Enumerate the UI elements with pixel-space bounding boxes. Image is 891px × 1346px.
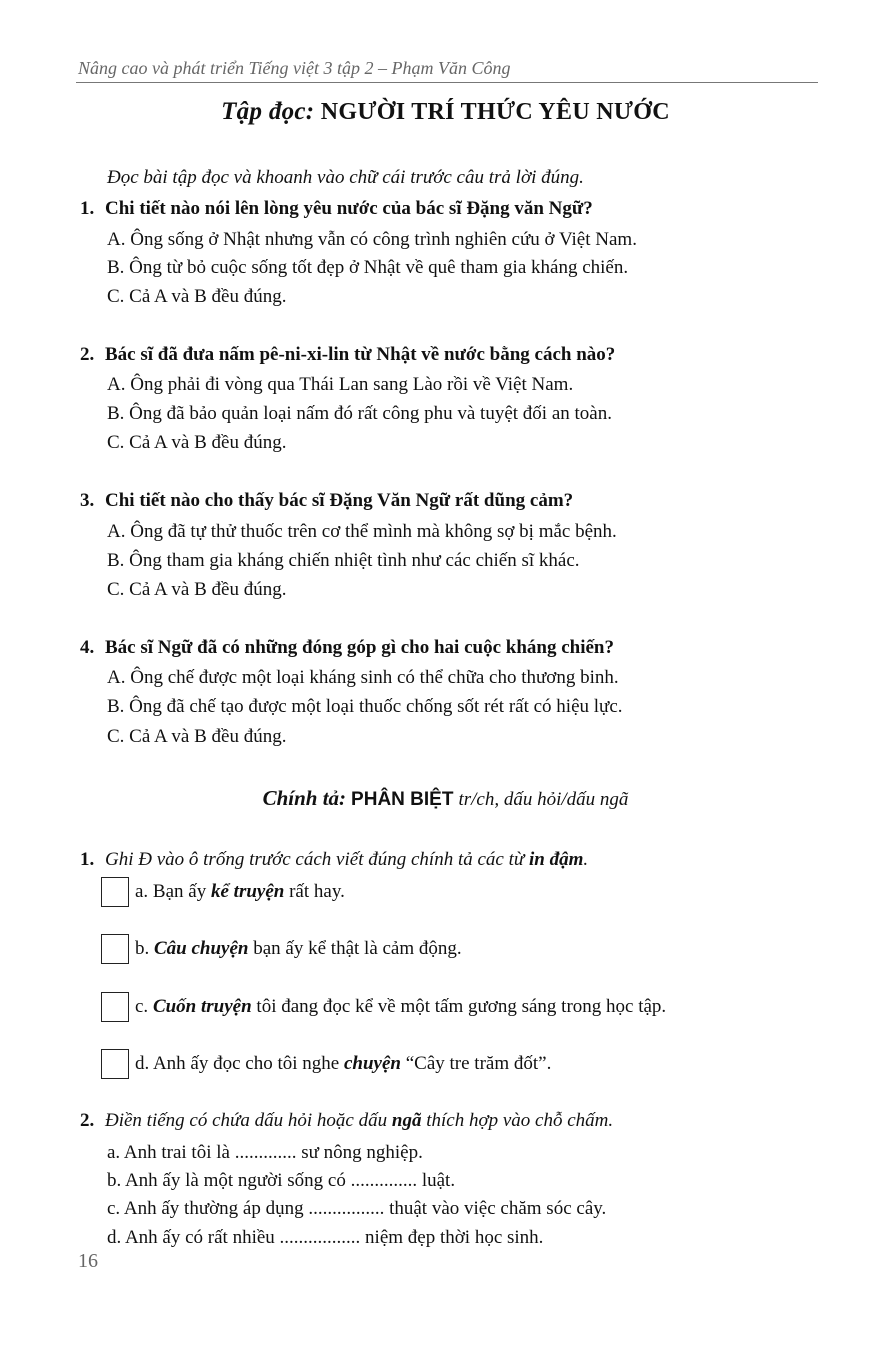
- question-text: Bác sĩ đã đưa nấm pê-ni-xi-lin từ Nhật về nước bằng cách nào?: [105, 344, 616, 365]
- exercise-1-instruction: [80, 849, 588, 871]
- exercise-2-item-b: b. Anh ấy là một người sống có .............. luật.: [107, 1170, 456, 1191]
- item-post: “Cây tre trăm đốt”.: [400, 1053, 552, 1074]
- answer-checkbox-d[interactable]: [101, 1049, 129, 1079]
- exercise-1-item-b: [135, 938, 462, 960]
- running-header: Nâng cao và phát triển Tiếng việt 3 tập 2 – Phạm Văn Công: [78, 58, 511, 78]
- section1-label: Tập đọc:: [221, 98, 315, 125]
- exercise-text: Ghi Đ vào ô trống trước cách viết đúng chính tả các từ: [105, 849, 525, 870]
- item-post: bạn ấy kể thật là cảm động.: [248, 938, 462, 959]
- item-post: tôi đang đọc kể về một tấm gương sáng trong học tập.: [251, 996, 667, 1017]
- item-pre: a. Bạn ấy: [135, 881, 211, 902]
- question-4-option-a: A. Ông chế được một loại kháng sinh có thể chữa cho thương binh.: [107, 667, 619, 688]
- question-3-option-a: A. Ông đã tự thử thuốc trên cơ thể mình mà không sợ bị mắc bệnh.: [107, 521, 617, 542]
- page-number: 16: [78, 1250, 98, 1272]
- exercise-2-item-d: d. Anh ấy có rất nhiều ................. niệm đẹp thời học sinh.: [107, 1227, 544, 1248]
- question-text: Chi tiết nào cho thấy bác sĩ Đặng Văn Ngữ rất dũng cảm?: [105, 490, 574, 511]
- question-number: 3.: [80, 490, 95, 511]
- section2-heading-tail: tr/ch, dấu hỏi/dấu ngã: [458, 789, 629, 810]
- exercise-1-item-a: [135, 881, 345, 903]
- question-1-option-b: B. Ông từ bỏ cuộc sống tốt đẹp ở Nhật về quê tham gia kháng chiến.: [107, 257, 629, 278]
- exercise-2-item-a: a. Anh trai tôi là ............. sư nông nghiệp.: [107, 1142, 423, 1163]
- question-3: [80, 490, 573, 512]
- section1-title: [0, 98, 891, 126]
- question-1: [80, 198, 593, 220]
- item-pre: d. Anh ấy đọc cho tôi nghe: [135, 1053, 344, 1074]
- question-4-option-b: B. Ông đã chế tạo được một loại thuốc chống sốt rét rất có hiệu lực.: [107, 696, 623, 717]
- exercise-text-end: .: [583, 849, 589, 870]
- answer-checkbox-c[interactable]: [101, 992, 129, 1022]
- section1-instruction: Đọc bài tập đọc và khoanh vào chữ cái trước câu trả lời đúng.: [107, 167, 584, 188]
- question-4-option-c: C. Cả A và B đều đúng.: [107, 726, 287, 747]
- item-pre: c.: [135, 996, 153, 1017]
- question-1-option-c: C. Cả A và B đều đúng.: [107, 286, 287, 307]
- question-text: Chi tiết nào nói lên lòng yêu nước của bác sĩ Đặng văn Ngữ?: [105, 198, 593, 219]
- item-word: kể truyện: [210, 881, 285, 902]
- exercise-2-item-c: c. Anh ấy thường áp dụng ................ thuật vào việc chăm sóc cây.: [107, 1198, 607, 1219]
- answer-checkbox-a[interactable]: [101, 877, 129, 907]
- exercise-2-instruction: [80, 1110, 613, 1132]
- exercise-text-bold: ngã: [391, 1110, 422, 1131]
- question-number: 4.: [80, 637, 95, 658]
- exercise-text: Điền tiếng có chứa dấu hỏi hoặc dấu: [105, 1110, 388, 1131]
- exercise-1-item-c: [135, 996, 666, 1018]
- section2-label: Chính tả:: [262, 786, 347, 810]
- exercise-text-end: thích hợp vào chỗ chấm.: [426, 1110, 614, 1131]
- question-2-option-c: C. Cả A và B đều đúng.: [107, 432, 287, 453]
- question-2-option-a: A. Ông phải đi vòng qua Thái Lan sang Lào rồi về Việt Nam.: [107, 374, 574, 395]
- question-number: 2.: [80, 344, 95, 365]
- section1-heading: NGƯỜI TRÍ THỨC YÊU NƯỚC: [320, 99, 670, 125]
- question-2-option-b: B. Ông đã bảo quản loại nấm đó rất công phu và tuyệt đối an toàn.: [107, 403, 612, 424]
- question-3-option-c: C. Cả A và B đều đúng.: [107, 579, 287, 600]
- item-word: chuyện: [343, 1053, 401, 1074]
- section2-heading: PHÂN BIỆT: [351, 789, 454, 810]
- question-2: [80, 344, 615, 366]
- exercise-number: 1.: [80, 849, 95, 870]
- item-post: rất hay.: [284, 881, 345, 902]
- item-pre: b.: [135, 938, 154, 959]
- question-3-option-b: B. Ông tham gia kháng chiến nhiệt tình như các chiến sĩ khác.: [107, 550, 580, 571]
- question-number: 1.: [80, 198, 95, 219]
- item-word: Cuốn truyện: [152, 996, 252, 1017]
- exercise-1-item-d: [135, 1053, 551, 1075]
- section2-title: [0, 786, 891, 811]
- question-4: [80, 637, 614, 659]
- header-rule: [76, 82, 818, 83]
- exercise-number: 2.: [80, 1110, 95, 1131]
- answer-checkbox-b[interactable]: [101, 934, 129, 964]
- question-text: Bác sĩ Ngữ đã có những đóng góp gì cho hai cuộc kháng chiến?: [105, 637, 614, 658]
- item-word: Câu chuyện: [154, 938, 249, 959]
- question-1-option-a: A. Ông sống ở Nhật nhưng vẫn có công trình nghiên cứu ở Việt Nam.: [107, 229, 637, 250]
- exercise-text-bold: in đậm: [528, 849, 584, 870]
